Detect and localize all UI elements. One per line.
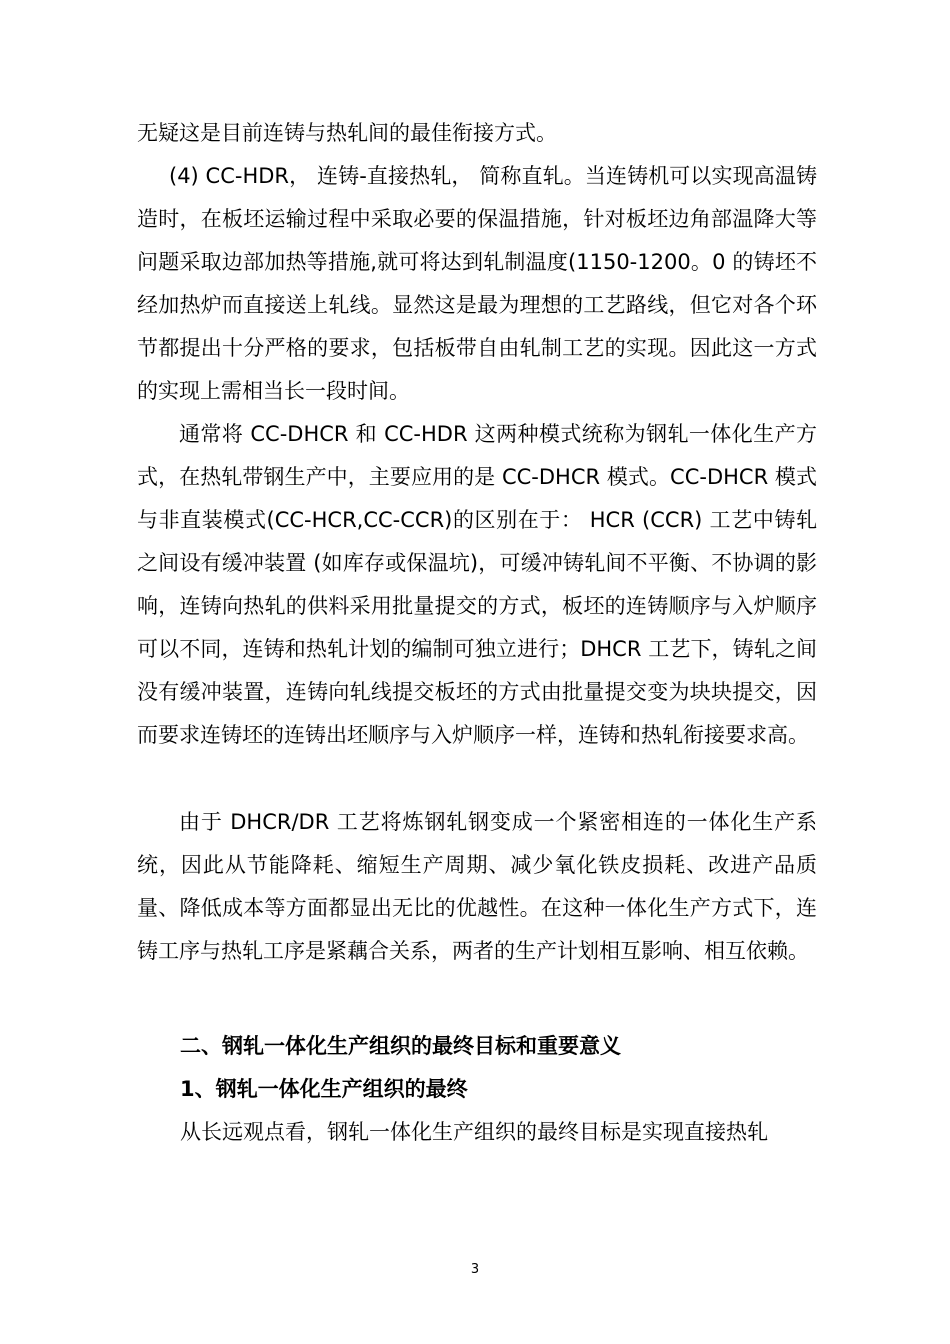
paragraph-continuation: 无疑这是目前连铸与热轧间的最佳衔接方式。 <box>137 121 557 145</box>
page-number: 3 <box>470 1262 480 1277</box>
paragraph-advantages: 由于 DHCR/DR 工艺将炼钢轧钢变成一个紧密相连的一体化生产系统，因此从节能降耗、缩短生产周期、减少氧化铁皮损耗、改进产品质量、降低成本等方面都显出无比的优越性。在这种一体化生产方式下，连铸工序与热轧工序是紧藕合关系，两者的生产计划相互影响、相互依赖。 <box>137 810 817 963</box>
paragraph-dhcr-modes: 通常将 CC-DHCR 和 CC-HDR 这两种模式统称为钢轧一体化生产方式，在热轧带钢生产中，主要应用的是 CC-DHCR 模式。CC-DHCR 模式与非直装模式(CC-HCR,CC-CCR)的区别在于： HCR (CCR) 工艺中铸轧之间设有缓冲装置 (如库存或保温坑)，可缓冲铸轧间不平衡、不协调的影响，连铸向热轧的供料采用批量提交的方式，板坯的连铸顺序与入炉顺序可以不同，连铸和热轧计划的编制可独立进行；DHCR 工艺下，铸轧之间没有缓冲装置，连铸向轧线提交板坯的方式由批量提交变为块块提交，因而要求连铸坯的连铸出坯顺序与入炉顺序一样，连铸和热轧衔接要求高。 <box>137 422 817 747</box>
subsection-heading: 1、钢轧一体化生产组织的最终 <box>180 1077 468 1101</box>
paragraph-final-goal: 从长远观点看，钢轧一体化生产组织的最终目标是实现直接热轧 <box>180 1120 768 1144</box>
paragraph-cc-hdr: (4) CC-HDR， 连铸-直接热轧， 简称直轧。当连铸机可以实现高温铸造时，在板坯运输过程中采取必要的保温措施，针对板坯边角部温降大等问题采取边部加热等措施,就可将达到轧制温度(1150-1200。0 的铸坯不经加热炉而直接送上轧线。显然这是最为理想的工艺路线，但它对各个环节都提出十分严格的要求，包括板带自由轧制工艺的实现。因此这一方式的实现上需相当长一段时间。 <box>137 164 817 403</box>
section-heading: 二、钢轧一体化生产组织的最终目标和重要意义 <box>180 1034 621 1058</box>
